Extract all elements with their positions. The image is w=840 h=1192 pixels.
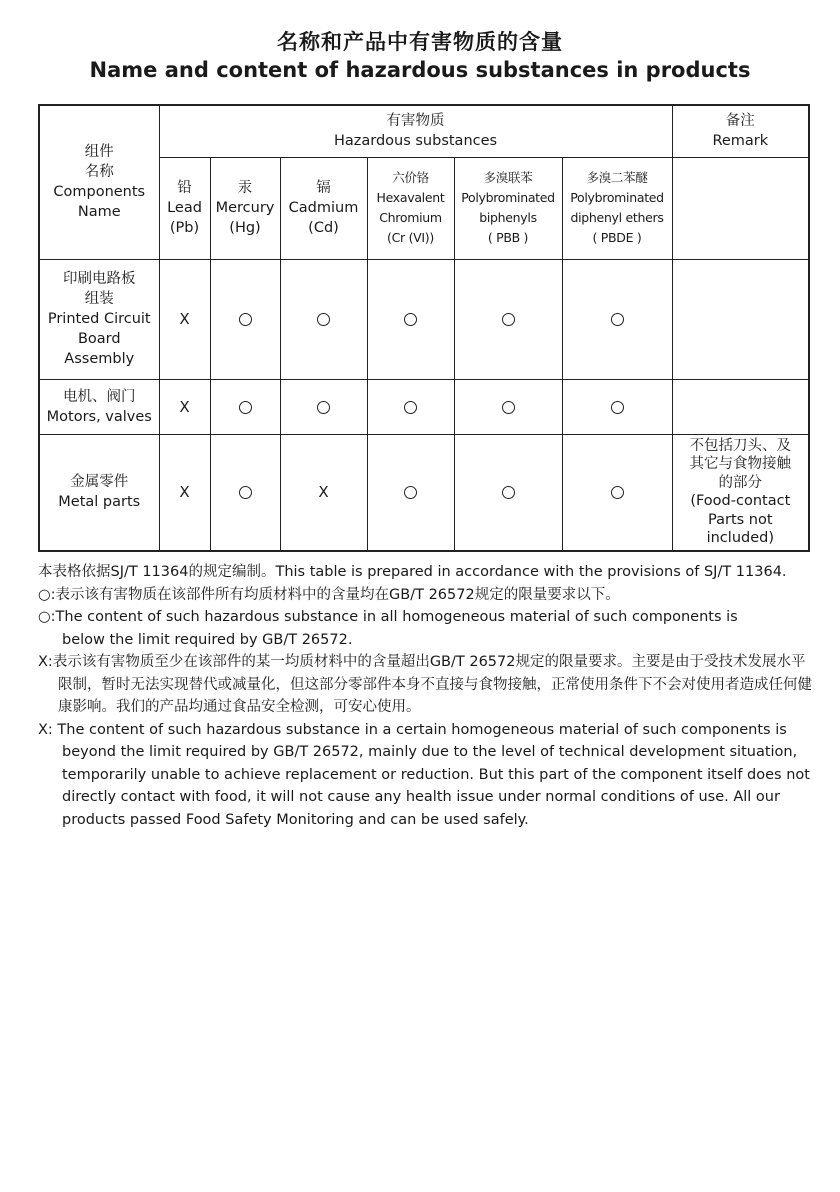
circle-mark-icon xyxy=(317,313,330,326)
mark-cell xyxy=(454,379,562,434)
table-row xyxy=(39,259,809,379)
substance-hexavalent-chromium-header: 六价铬 Hexavalent Chromium (Cr (VI)) xyxy=(367,157,454,259)
component-name-cell: 电机、阀门 Motors, valves xyxy=(39,379,159,434)
mark-cell xyxy=(280,259,367,379)
mark-cell xyxy=(562,434,672,551)
mark-cell xyxy=(454,259,562,379)
mark-cell: X xyxy=(159,259,210,379)
circle-mark-icon xyxy=(239,313,252,326)
mark-cell: X xyxy=(280,434,367,551)
circle-mark-icon xyxy=(239,486,252,499)
mark-cell xyxy=(562,259,672,379)
circle-mark-icon xyxy=(404,401,417,414)
mark-cell: X xyxy=(159,379,210,434)
circle-mark-icon xyxy=(404,313,417,326)
circle-mark-icon xyxy=(611,486,624,499)
mark-cell xyxy=(562,379,672,434)
circle-mark-icon xyxy=(502,401,515,414)
remark-cell: 不包括刀头、及 其它与食物接触 的部分 (Food-contact Parts not included) xyxy=(672,434,809,551)
mark-cell: X xyxy=(159,434,210,551)
circle-mark-icon xyxy=(611,313,624,326)
note-circle-english-2: below the limit required by GB/T 26572. xyxy=(62,631,353,648)
note-x-chinese: X:表示该有害物质至少在该部件的某一均质材料中的含量超出GB/T 26572规定的限量要求。主要是由于受技术发展水平限制，暂时无法实现替代或减量化，但这部分零部件本身不直接与食物接触，正常使用条件下不会对使用者造成任何健康影响。我们的产品均通过食品安全检测，可安心使用。 xyxy=(38,654,812,715)
notes-section xyxy=(38,561,813,831)
note-circle-english-1: ○:The content of such hazardous substance in all homogeneous material of such components is xyxy=(38,609,738,625)
remark-empty-cell xyxy=(672,157,809,259)
substance-cadmium-header: 镉 Cadmium (Cd) xyxy=(280,157,367,259)
component-name-cell: 印刷电路板 组装 Printed Circuit Board Assembly xyxy=(39,259,159,379)
substance-pbde-header: 多溴二苯醚 Polybrominated diphenyl ethers ( PBDE ) xyxy=(562,157,672,259)
circle-mark-icon xyxy=(502,313,515,326)
mark-cell xyxy=(280,379,367,434)
substance-pbb-header: 多溴联苯 Polybrominated biphenyls ( PBB ) xyxy=(454,157,562,259)
note-basis: 本表格依据SJ/T 11364的规定编制。This table is prepared in accordance with the provisions of SJ/T 11364. xyxy=(38,564,787,580)
table-row xyxy=(39,379,809,434)
component-name-cell: 金属零件 Metal parts xyxy=(39,434,159,551)
hazardous-substances-table xyxy=(38,104,810,552)
hazardous-substances-header: 有害物质 Hazardous substances xyxy=(159,105,672,157)
substance-mercury-header: 汞 Mercury (Hg) xyxy=(210,157,280,259)
remark-cell xyxy=(672,259,809,379)
note-x-english: X: The content of such hazardous substance in a certain homogeneous material of such components is beyond the limit required by GB/T 26572, mainly due to the level of technical development situation, temporarily unable to achieve replacement or reduction. But this part of the component itself does not directly contact with food, it will not cause any health issue under normal conditions of use. All our products passed Food Safety Monitoring and can be used safely. xyxy=(38,721,810,828)
mark-cell xyxy=(210,379,280,434)
remark-cell xyxy=(672,379,809,434)
substance-lead-header: 铅 Lead (Pb) xyxy=(159,157,210,259)
circle-mark-icon xyxy=(317,401,330,414)
circle-mark-icon xyxy=(239,401,252,414)
title-english: Name and content of hazardous substances in products xyxy=(89,58,751,82)
components-header: 组件 名称 Components Name xyxy=(39,105,159,259)
remark-header: 备注 Remark xyxy=(672,105,809,157)
note-circle-chinese: ○:表示该有害物质在该部件所有均质材料中的含量均在GB/T 26572规定的限量要求以下。 xyxy=(38,586,620,603)
circle-mark-icon xyxy=(404,486,417,499)
mark-cell xyxy=(367,379,454,434)
title-chinese: 名称和产品中有害物质的含量 xyxy=(277,30,563,54)
mark-cell xyxy=(210,259,280,379)
mark-cell xyxy=(367,259,454,379)
mark-cell xyxy=(454,434,562,551)
circle-mark-icon xyxy=(611,401,624,414)
circle-mark-icon xyxy=(502,486,515,499)
mark-cell xyxy=(210,434,280,551)
mark-cell xyxy=(367,434,454,551)
table-row xyxy=(39,434,809,551)
